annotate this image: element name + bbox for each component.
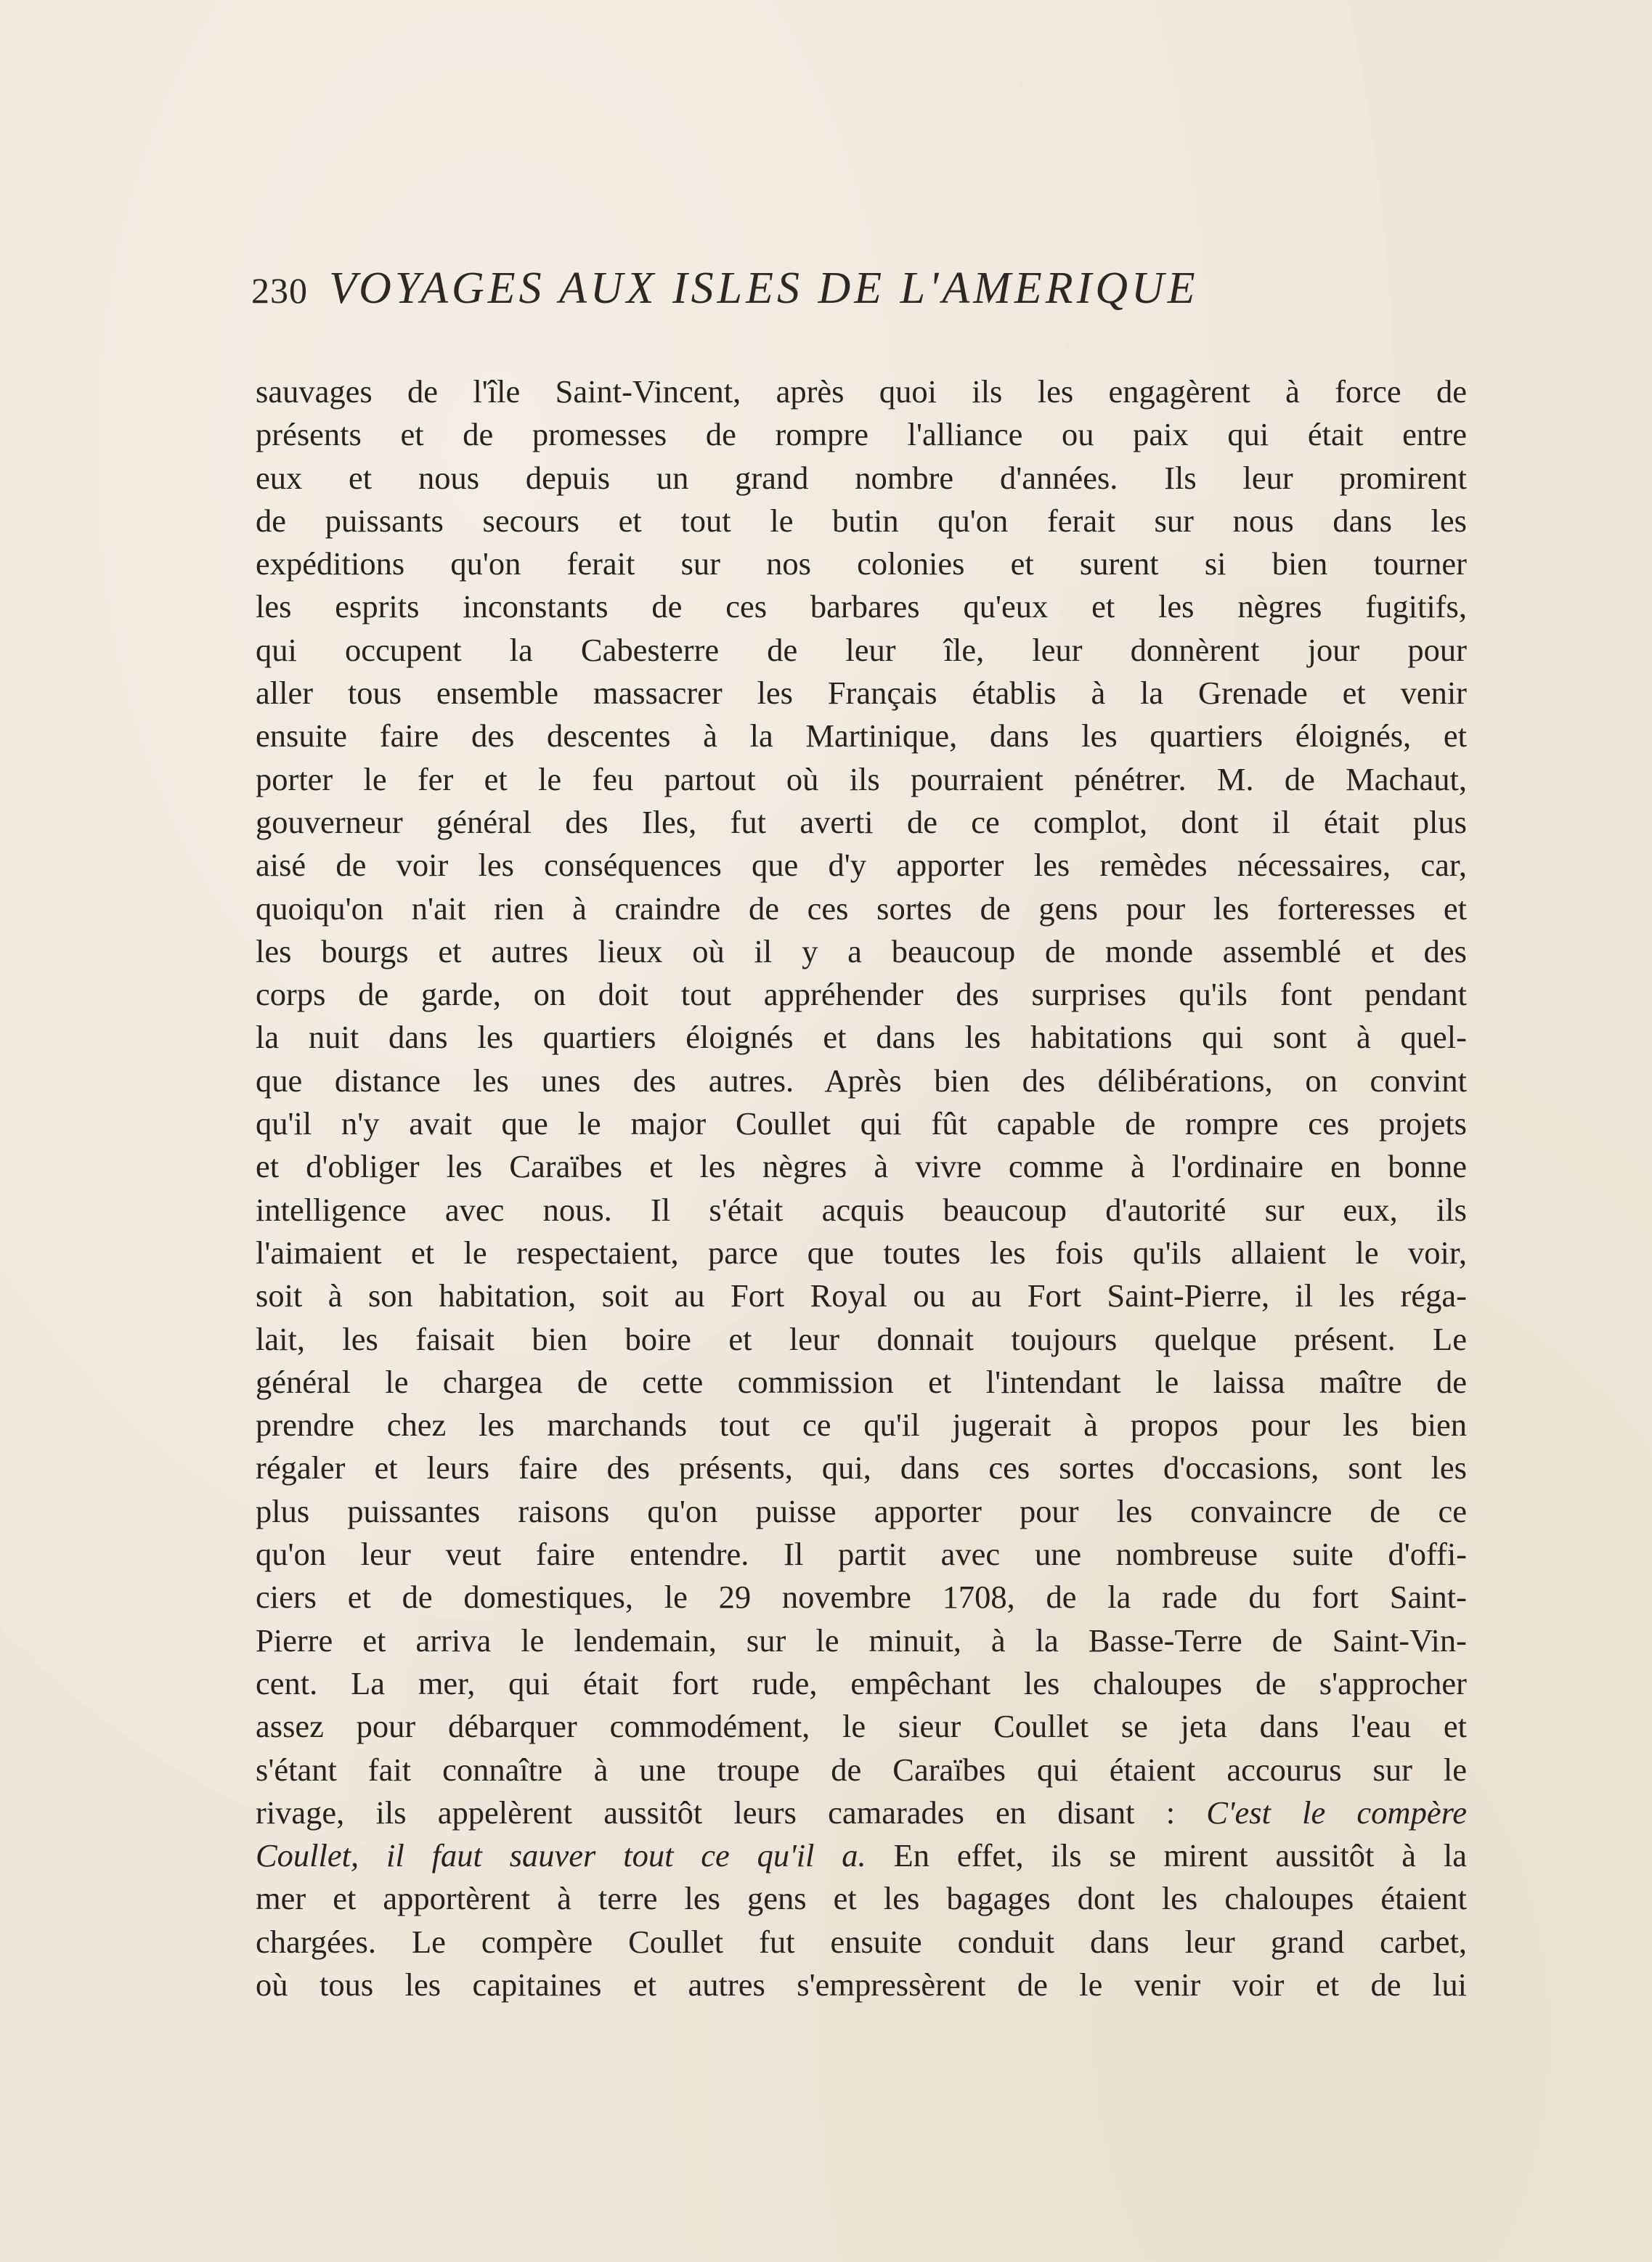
text-line: qui occupent la Cabesterre de leur île, leur donnèrent jour pour [256, 631, 1467, 668]
text-line: cent. La mer, qui était fort rude, empêchant les chaloupes de s'approcher [256, 1664, 1467, 1701]
text-italic: C'est le compère [1206, 1794, 1467, 1831]
running-head [251, 263, 1486, 328]
text-line: gouverneur général des Iles, fut averti de ce complot, dont il était plus [256, 803, 1467, 840]
text-line: soit à son habitation, soit au Fort Royal ou au Fort Saint-Pierre, il les réga- [256, 1277, 1467, 1314]
book-title: VOYAGES AUX ISLES DE L'AMERIQUE [329, 264, 1199, 313]
text-line: ciers et de domestiques, le 29 novembre 1708, de la rade du fort Saint- [256, 1579, 1467, 1616]
text-line: sauvages de l'île Saint-Vincent, après quoi ils les engagèrent à force de [256, 373, 1467, 410]
text-line: Pierre et arriva le lendemain, sur le minuit, à la Basse-Terre de Saint-Vin- [256, 1622, 1467, 1659]
text-line: quoiqu'on n'ait rien à craindre de ces sortes de gens pour les forteresses et [256, 890, 1467, 927]
text-line: aisé de voir les conséquences que d'y apporter les remèdes nécessaires, car, [256, 847, 1467, 884]
text-line: chargées. Le compère Coullet fut ensuite conduit dans leur grand carbet, [256, 1923, 1467, 1960]
text-line: plus puissantes raisons qu'on puisse apporter pour les convaincre de ce [256, 1492, 1467, 1529]
text-line: présents et de promesses de rompre l'alliance ou paix qui était entre [256, 416, 1467, 453]
text-line-mixed [256, 1791, 1467, 1834]
text-line: mer et apportèrent à terre les gens et les bagages dont les chaloupes étaient [256, 1880, 1467, 1917]
text-line: qu'il n'y avait que le major Coullet qui fût capable de rompre ces projets [256, 1105, 1467, 1142]
text-line: ensuite faire des descentes à la Martinique, dans les quartiers éloignés, et [256, 717, 1467, 754]
text-line: aller tous ensemble massacrer les Français établis à la Grenade et venir [256, 675, 1467, 712]
body-text [256, 370, 1467, 2006]
text-line-mixed [256, 1834, 1467, 1877]
text-line: général le chargea de cette commission et l'intendant le laissa maître de [256, 1363, 1467, 1400]
text-line: où tous les capitaines et autres s'empressèrent de le venir voir et de lui [256, 1966, 1467, 2003]
text-line: la nuit dans les quartiers éloignés et dans les habitations qui sont à quel- [256, 1019, 1467, 1056]
text-line: corps de garde, on doit tout appréhender des surprises qu'ils font pendant [256, 976, 1467, 1013]
text-line: de puissants secours et tout le butin qu'on ferait sur nous dans les [256, 502, 1467, 539]
text-line: lait, les faisait bien boire et leur donnait toujours quelque présent. Le [256, 1320, 1467, 1357]
text-line: et d'obliger les Caraïbes et les nègres à vivre comme à l'ordinaire en bonne [256, 1148, 1467, 1185]
text-line: régaler et leurs faire des présents, qui, dans ces sortes d'occasions, sont les [256, 1449, 1467, 1486]
page-number: 230 [251, 270, 308, 311]
text-roman: rivage, ils appelèrent aussitôt leurs camarades en disant : [256, 1794, 1207, 1831]
text-line: qu'on leur veut faire entendre. Il partit avec une nombreuse suite d'offi- [256, 1536, 1467, 1573]
text-line: intelligence avec nous. Il s'était acquis beaucoup d'autorité sur eux, ils [256, 1191, 1467, 1228]
text-line: eux et nous depuis un grand nombre d'années. Ils leur promirent [256, 459, 1467, 496]
text-line: prendre chez les marchands tout ce qu'il jugerait à propos pour les bien [256, 1407, 1467, 1444]
text-italic: Coullet, il faut sauver tout ce qu'il a. [256, 1837, 866, 1874]
text-line: les esprits inconstants de ces barbares qu'eux et les nègres fugitifs, [256, 588, 1467, 625]
text-line: assez pour débarquer commodément, le sieur Coullet se jeta dans l'eau et [256, 1708, 1467, 1745]
text-line: expéditions qu'on ferait sur nos colonies et surent si bien tourner [256, 545, 1467, 582]
text-line: que distance les unes des autres. Après bien des délibérations, on convint [256, 1062, 1467, 1099]
text-line: porter le fer et le feu partout où ils pourraient pénétrer. M. de Machaut, [256, 760, 1467, 797]
text-line: s'étant fait connaître à une troupe de Caraïbes qui étaient accourus sur le [256, 1751, 1467, 1788]
text-line: les bourgs et autres lieux où il y a beaucoup de monde assemblé et des [256, 932, 1467, 969]
text-line: l'aimaient et le respectaient, parce que toutes les fois qu'ils allaient le voir, [256, 1234, 1467, 1271]
text-roman: En effet, ils se mirent aussitôt à la [866, 1837, 1467, 1874]
